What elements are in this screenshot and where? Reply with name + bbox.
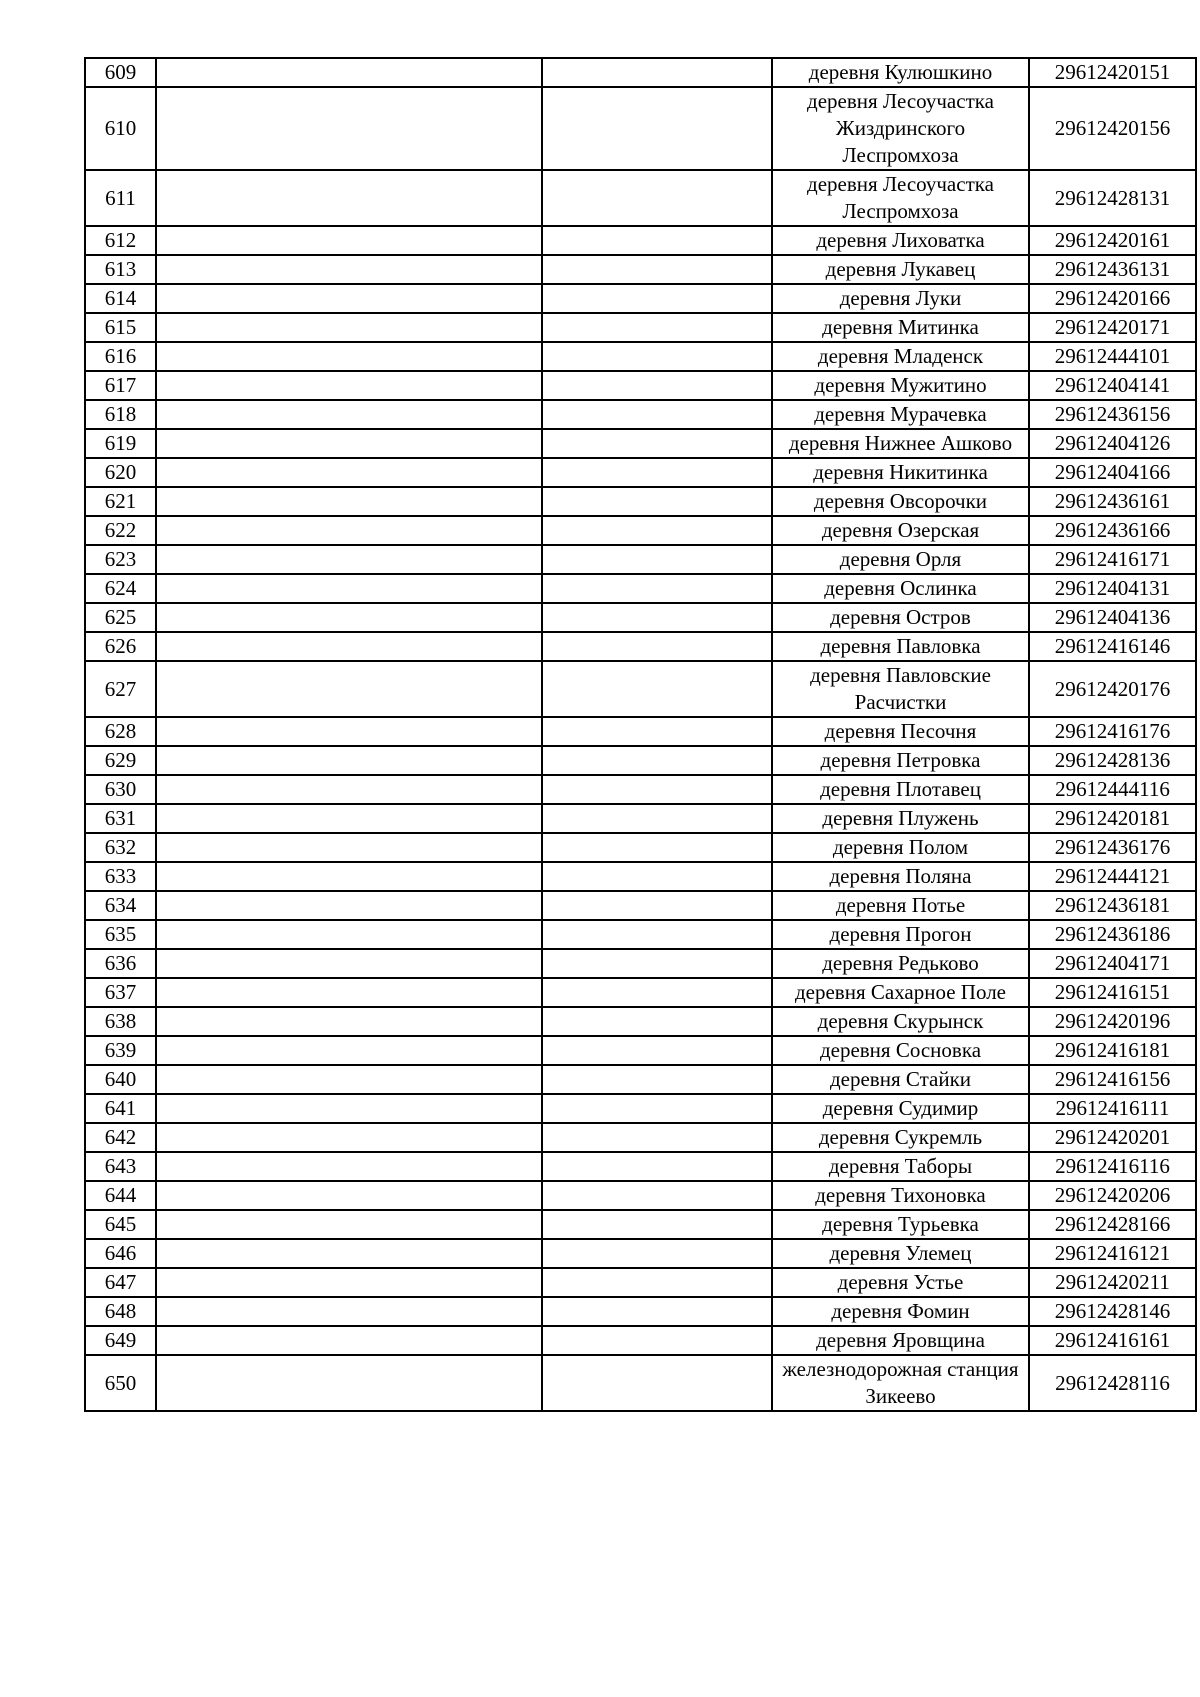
empty-cell — [156, 603, 542, 632]
oktmo-code-cell: 29612436181 — [1029, 891, 1196, 920]
settlement-name-cell: деревня Фомин — [772, 1297, 1029, 1326]
table-row — [85, 1181, 1196, 1210]
settlement-name-cell: железнодорожная станция Зикеево — [772, 1355, 1029, 1411]
empty-cell — [542, 978, 772, 1007]
empty-cell — [156, 458, 542, 487]
settlement-name-cell: деревня Прогон — [772, 920, 1029, 949]
empty-cell — [542, 255, 772, 284]
oktmo-code-cell: 29612416171 — [1029, 545, 1196, 574]
row-number-cell: 615 — [85, 313, 156, 342]
table-body — [85, 58, 1196, 1411]
table-row — [85, 978, 1196, 1007]
row-number-cell: 646 — [85, 1239, 156, 1268]
empty-cell — [542, 1152, 772, 1181]
settlement-name-cell: деревня Кулюшкино — [772, 58, 1029, 87]
empty-cell — [542, 87, 772, 170]
oktmo-code-cell: 29612420171 — [1029, 313, 1196, 342]
row-number-cell: 622 — [85, 516, 156, 545]
oktmo-code-cell: 29612436176 — [1029, 833, 1196, 862]
row-number-cell: 637 — [85, 978, 156, 1007]
empty-cell — [542, 1326, 772, 1355]
empty-cell — [156, 1326, 542, 1355]
settlement-name-cell: деревня Потье — [772, 891, 1029, 920]
oktmo-code-cell: 29612420196 — [1029, 1007, 1196, 1036]
oktmo-code-cell: 29612444101 — [1029, 342, 1196, 371]
empty-cell — [156, 1239, 542, 1268]
row-number-cell: 648 — [85, 1297, 156, 1326]
empty-cell — [156, 1297, 542, 1326]
table-row — [85, 371, 1196, 400]
oktmo-code-cell: 29612416116 — [1029, 1152, 1196, 1181]
settlement-name-cell: деревня Лиховатка — [772, 226, 1029, 255]
table-row — [85, 313, 1196, 342]
empty-cell — [542, 1007, 772, 1036]
row-number-cell: 611 — [85, 170, 156, 226]
empty-cell — [542, 226, 772, 255]
settlement-name-cell: деревня Улемец — [772, 1239, 1029, 1268]
oktmo-code-cell: 29612404166 — [1029, 458, 1196, 487]
empty-cell — [542, 458, 772, 487]
empty-cell — [542, 1065, 772, 1094]
row-number-cell: 619 — [85, 429, 156, 458]
settlement-name-cell: деревня Ослинка — [772, 574, 1029, 603]
row-number-cell: 621 — [85, 487, 156, 516]
table-row — [85, 1210, 1196, 1239]
table-row — [85, 458, 1196, 487]
settlement-name-cell: деревня Тихоновка — [772, 1181, 1029, 1210]
settlement-name-cell: деревня Судимир — [772, 1094, 1029, 1123]
empty-cell — [542, 1210, 772, 1239]
table-row — [85, 87, 1196, 170]
empty-cell — [156, 717, 542, 746]
oktmo-code-cell: 29612428116 — [1029, 1355, 1196, 1411]
oktmo-code-cell: 29612436161 — [1029, 487, 1196, 516]
table-row — [85, 342, 1196, 371]
row-number-cell: 618 — [85, 400, 156, 429]
empty-cell — [156, 1152, 542, 1181]
settlement-name-cell: деревня Сахарное Поле — [772, 978, 1029, 1007]
settlement-name-cell: деревня Плужень — [772, 804, 1029, 833]
settlement-name-cell: деревня Плотавец — [772, 775, 1029, 804]
table-row — [85, 1094, 1196, 1123]
oktmo-code-cell: 29612436131 — [1029, 255, 1196, 284]
row-number-cell: 649 — [85, 1326, 156, 1355]
oktmo-code-cell: 29612416121 — [1029, 1239, 1196, 1268]
table-row — [85, 1297, 1196, 1326]
settlement-name-cell: деревня Нижнее Ашково — [772, 429, 1029, 458]
empty-cell — [542, 1094, 772, 1123]
empty-cell — [542, 400, 772, 429]
oktmo-code-cell: 29612420201 — [1029, 1123, 1196, 1152]
empty-cell — [156, 1181, 542, 1210]
empty-cell — [156, 516, 542, 545]
empty-cell — [542, 632, 772, 661]
empty-cell — [542, 746, 772, 775]
row-number-cell: 631 — [85, 804, 156, 833]
row-number-cell: 624 — [85, 574, 156, 603]
oktmo-code-cell: 29612444116 — [1029, 775, 1196, 804]
empty-cell — [542, 1123, 772, 1152]
row-number-cell: 634 — [85, 891, 156, 920]
settlement-name-cell: деревня Павловка — [772, 632, 1029, 661]
empty-cell — [542, 170, 772, 226]
row-number-cell: 613 — [85, 255, 156, 284]
empty-cell — [542, 574, 772, 603]
empty-cell — [156, 226, 542, 255]
row-number-cell: 614 — [85, 284, 156, 313]
settlement-name-cell: деревня Поляна — [772, 862, 1029, 891]
settlement-name-cell: деревня Луки — [772, 284, 1029, 313]
row-number-cell: 629 — [85, 746, 156, 775]
oktmo-code-cell: 29612416146 — [1029, 632, 1196, 661]
row-number-cell: 625 — [85, 603, 156, 632]
empty-cell — [156, 661, 542, 717]
oktmo-code-cell: 29612416161 — [1029, 1326, 1196, 1355]
settlement-name-cell: деревня Лесоучастка Жиздринского Леспромхоза — [772, 87, 1029, 170]
row-number-cell: 628 — [85, 717, 156, 746]
empty-cell — [156, 429, 542, 458]
table-row — [85, 862, 1196, 891]
table-row — [85, 429, 1196, 458]
row-number-cell: 645 — [85, 1210, 156, 1239]
empty-cell — [156, 1094, 542, 1123]
row-number-cell: 640 — [85, 1065, 156, 1094]
empty-cell — [156, 545, 542, 574]
empty-cell — [156, 487, 542, 516]
row-number-cell: 647 — [85, 1268, 156, 1297]
table-row — [85, 632, 1196, 661]
empty-cell — [542, 804, 772, 833]
oktmo-code-cell: 29612444121 — [1029, 862, 1196, 891]
empty-cell — [542, 284, 772, 313]
empty-cell — [542, 516, 772, 545]
table-row — [85, 255, 1196, 284]
row-number-cell: 632 — [85, 833, 156, 862]
oktmo-code-cell: 29612428166 — [1029, 1210, 1196, 1239]
empty-cell — [542, 58, 772, 87]
empty-cell — [542, 775, 772, 804]
row-number-cell: 633 — [85, 862, 156, 891]
oktmo-code-cell: 29612420151 — [1029, 58, 1196, 87]
table-row — [85, 1065, 1196, 1094]
table-row — [85, 545, 1196, 574]
settlement-name-cell: деревня Песочня — [772, 717, 1029, 746]
oktmo-code-cell: 29612436156 — [1029, 400, 1196, 429]
row-number-cell: 644 — [85, 1181, 156, 1210]
row-number-cell: 623 — [85, 545, 156, 574]
settlement-name-cell: деревня Стайки — [772, 1065, 1029, 1094]
table-row — [85, 891, 1196, 920]
oktmo-code-cell: 29612436166 — [1029, 516, 1196, 545]
empty-cell — [542, 313, 772, 342]
empty-cell — [156, 1065, 542, 1094]
oktmo-code-cell: 29612404126 — [1029, 429, 1196, 458]
empty-cell — [542, 1239, 772, 1268]
settlement-name-cell: деревня Озерская — [772, 516, 1029, 545]
empty-cell — [156, 804, 542, 833]
empty-cell — [156, 1210, 542, 1239]
oktmo-code-cell: 29612420211 — [1029, 1268, 1196, 1297]
empty-cell — [156, 1123, 542, 1152]
oktmo-code-cell: 29612404141 — [1029, 371, 1196, 400]
settlement-name-cell: деревня Мурачевка — [772, 400, 1029, 429]
empty-cell — [156, 170, 542, 226]
oktmo-code-cell: 29612404136 — [1029, 603, 1196, 632]
empty-cell — [542, 891, 772, 920]
empty-cell — [156, 371, 542, 400]
oktmo-code-cell: 29612420156 — [1029, 87, 1196, 170]
empty-cell — [156, 1036, 542, 1065]
oktmo-code-cell: 29612404131 — [1029, 574, 1196, 603]
empty-cell — [156, 255, 542, 284]
oktmo-code-cell: 29612416181 — [1029, 1036, 1196, 1065]
table-row — [85, 574, 1196, 603]
settlement-name-cell: деревня Сукремль — [772, 1123, 1029, 1152]
empty-cell — [156, 833, 542, 862]
row-number-cell: 650 — [85, 1355, 156, 1411]
empty-cell — [156, 400, 542, 429]
table-row — [85, 1123, 1196, 1152]
oktmo-code-cell: 29612404171 — [1029, 949, 1196, 978]
oktmo-code-cell: 29612428136 — [1029, 746, 1196, 775]
oktmo-code-cell: 29612420166 — [1029, 284, 1196, 313]
oktmo-code-cell: 29612420206 — [1029, 1181, 1196, 1210]
table-row — [85, 920, 1196, 949]
row-number-cell: 642 — [85, 1123, 156, 1152]
settlement-name-cell: деревня Мужитино — [772, 371, 1029, 400]
table-row — [85, 1239, 1196, 1268]
empty-cell — [542, 1297, 772, 1326]
empty-cell — [542, 429, 772, 458]
oktmo-code-cell: 29612428131 — [1029, 170, 1196, 226]
empty-cell — [542, 862, 772, 891]
table-row — [85, 804, 1196, 833]
settlement-name-cell: деревня Устье — [772, 1268, 1029, 1297]
empty-cell — [156, 284, 542, 313]
oktmo-code-cell: 29612416151 — [1029, 978, 1196, 1007]
table-row — [85, 833, 1196, 862]
oktmo-code-cell: 29612420176 — [1029, 661, 1196, 717]
settlement-name-cell: деревня Редьково — [772, 949, 1029, 978]
settlement-name-cell: деревня Петровка — [772, 746, 1029, 775]
empty-cell — [156, 574, 542, 603]
settlement-name-cell: деревня Митинка — [772, 313, 1029, 342]
settlement-name-cell: деревня Лукавец — [772, 255, 1029, 284]
settlements-table — [84, 57, 1197, 1412]
empty-cell — [542, 717, 772, 746]
settlement-name-cell: деревня Орля — [772, 545, 1029, 574]
row-number-cell: 643 — [85, 1152, 156, 1181]
row-number-cell: 612 — [85, 226, 156, 255]
table-row — [85, 516, 1196, 545]
settlement-name-cell: деревня Турьевка — [772, 1210, 1029, 1239]
empty-cell — [542, 603, 772, 632]
settlement-name-cell: деревня Павловские Расчистки — [772, 661, 1029, 717]
table-row — [85, 1355, 1196, 1411]
empty-cell — [156, 949, 542, 978]
oktmo-code-cell: 29612420181 — [1029, 804, 1196, 833]
table-row — [85, 487, 1196, 516]
settlement-name-cell: деревня Скурынск — [772, 1007, 1029, 1036]
row-number-cell: 617 — [85, 371, 156, 400]
oktmo-code-cell: 29612436186 — [1029, 920, 1196, 949]
empty-cell — [156, 891, 542, 920]
empty-cell — [542, 1036, 772, 1065]
empty-cell — [156, 1355, 542, 1411]
table-row — [85, 284, 1196, 313]
oktmo-code-cell: 29612416176 — [1029, 717, 1196, 746]
settlement-name-cell: деревня Овсорочки — [772, 487, 1029, 516]
empty-cell — [542, 545, 772, 574]
row-number-cell: 610 — [85, 87, 156, 170]
settlement-name-cell: деревня Никитинка — [772, 458, 1029, 487]
row-number-cell: 635 — [85, 920, 156, 949]
table-row — [85, 661, 1196, 717]
empty-cell — [542, 342, 772, 371]
empty-cell — [156, 632, 542, 661]
table-row — [85, 717, 1196, 746]
settlement-name-cell: деревня Сосновка — [772, 1036, 1029, 1065]
empty-cell — [542, 1268, 772, 1297]
empty-cell — [156, 1268, 542, 1297]
empty-cell — [156, 87, 542, 170]
empty-cell — [156, 746, 542, 775]
empty-cell — [542, 371, 772, 400]
settlement-name-cell: деревня Таборы — [772, 1152, 1029, 1181]
oktmo-code-cell: 29612416156 — [1029, 1065, 1196, 1094]
table-row — [85, 400, 1196, 429]
row-number-cell: 609 — [85, 58, 156, 87]
table-row — [85, 775, 1196, 804]
row-number-cell: 627 — [85, 661, 156, 717]
row-number-cell: 630 — [85, 775, 156, 804]
empty-cell — [542, 949, 772, 978]
empty-cell — [156, 58, 542, 87]
table-row — [85, 1036, 1196, 1065]
table-row — [85, 170, 1196, 226]
table-row — [85, 746, 1196, 775]
table-row — [85, 1007, 1196, 1036]
empty-cell — [542, 833, 772, 862]
table-row — [85, 58, 1196, 87]
row-number-cell: 638 — [85, 1007, 156, 1036]
settlement-name-cell: деревня Остров — [772, 603, 1029, 632]
empty-cell — [542, 1355, 772, 1411]
row-number-cell: 620 — [85, 458, 156, 487]
empty-cell — [156, 1007, 542, 1036]
settlement-name-cell: деревня Яровщина — [772, 1326, 1029, 1355]
empty-cell — [156, 775, 542, 804]
table-row — [85, 603, 1196, 632]
empty-cell — [156, 342, 542, 371]
oktmo-code-cell: 29612416111 — [1029, 1094, 1196, 1123]
empty-cell — [542, 661, 772, 717]
row-number-cell: 639 — [85, 1036, 156, 1065]
settlement-name-cell: деревня Полом — [772, 833, 1029, 862]
table-row — [85, 1152, 1196, 1181]
empty-cell — [156, 978, 542, 1007]
settlement-name-cell: деревня Лесоучастка Леспромхоза — [772, 170, 1029, 226]
empty-cell — [156, 313, 542, 342]
oktmo-code-cell: 29612428146 — [1029, 1297, 1196, 1326]
table-row — [85, 1268, 1196, 1297]
empty-cell — [156, 920, 542, 949]
table-row — [85, 226, 1196, 255]
empty-cell — [156, 862, 542, 891]
row-number-cell: 616 — [85, 342, 156, 371]
row-number-cell: 641 — [85, 1094, 156, 1123]
row-number-cell: 626 — [85, 632, 156, 661]
row-number-cell: 636 — [85, 949, 156, 978]
oktmo-code-cell: 29612420161 — [1029, 226, 1196, 255]
table-row — [85, 1326, 1196, 1355]
empty-cell — [542, 487, 772, 516]
empty-cell — [542, 920, 772, 949]
empty-cell — [542, 1181, 772, 1210]
table-row — [85, 949, 1196, 978]
settlement-name-cell: деревня Младенск — [772, 342, 1029, 371]
